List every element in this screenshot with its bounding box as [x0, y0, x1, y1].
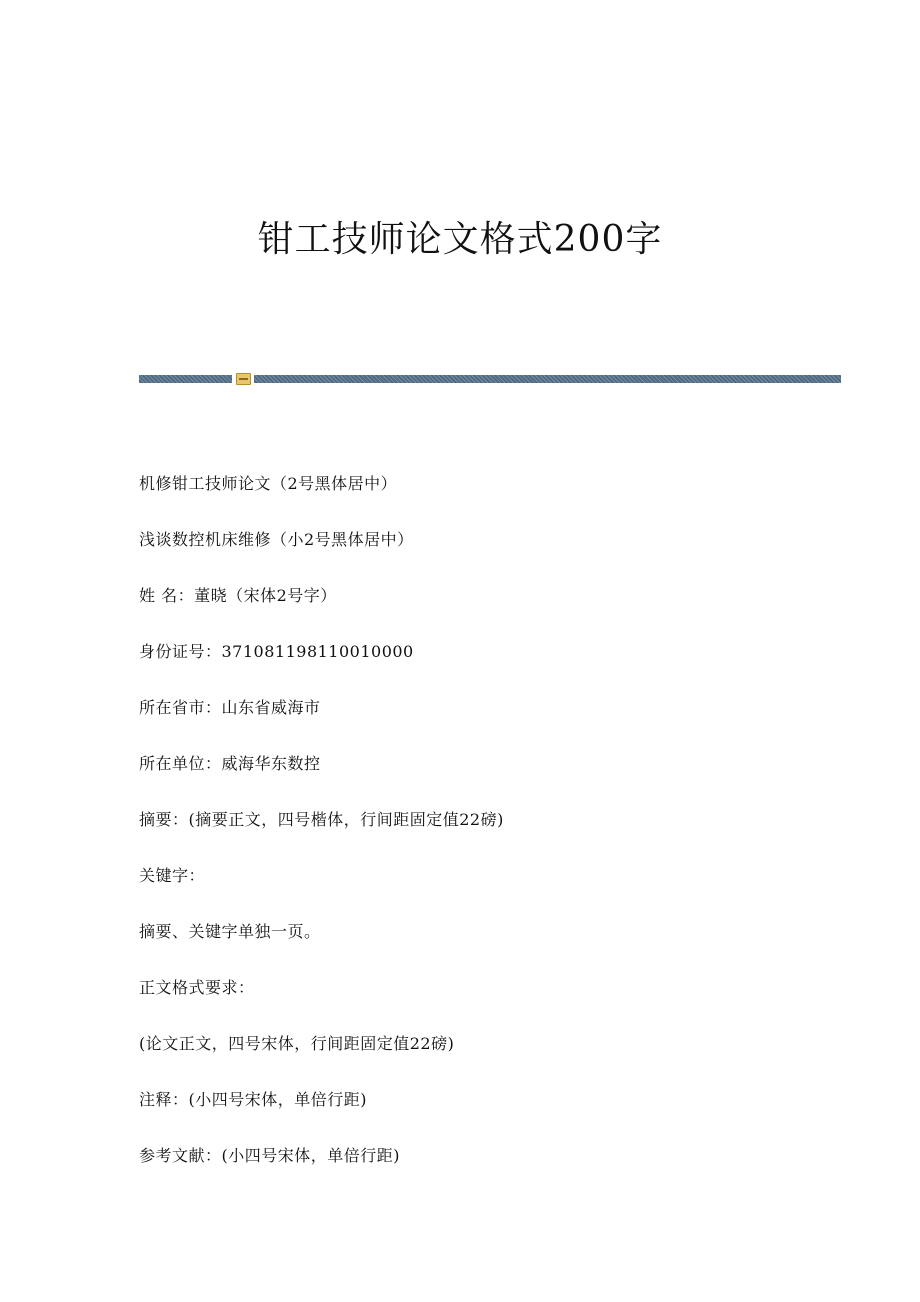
line-body-format-spec: (论文正文，四号宋体，行间距固定值22磅)	[139, 1034, 455, 1053]
line-abstract-spec: 摘要：(摘要正文，四号楷体，行间距固定值22磅)	[139, 810, 504, 829]
line-work-unit: 所在单位：威海华东数控	[139, 754, 321, 773]
line-separate-page-note: 摘要、关键字单独一页。	[139, 922, 321, 941]
divider-bar-right	[254, 375, 841, 383]
line-keywords: 关键字：	[139, 866, 206, 885]
line-paper-title-spec: 机修钳工技师论文（2号黑体居中）	[139, 474, 398, 493]
page-title: 钳工技师论文格式200字	[257, 219, 663, 260]
line-body-format-heading: 正文格式要求：	[139, 978, 255, 997]
line-author-name: 姓 名：董晓（宋体2号字）	[139, 586, 337, 605]
line-notes-spec: 注释：(小四号宋体，单倍行距)	[139, 1090, 367, 1109]
line-id-number: 身份证号：371081198110010000	[139, 642, 414, 661]
line-province-city: 所在省市：山东省威海市	[139, 698, 321, 717]
divider-bar-left	[139, 375, 232, 383]
bookmark-icon	[236, 373, 251, 385]
line-references-spec: 参考文献：(小四号宋体，单倍行距)	[139, 1146, 400, 1165]
line-subtitle-spec: 浅谈数控机床维修（小2号黑体居中）	[139, 530, 414, 549]
